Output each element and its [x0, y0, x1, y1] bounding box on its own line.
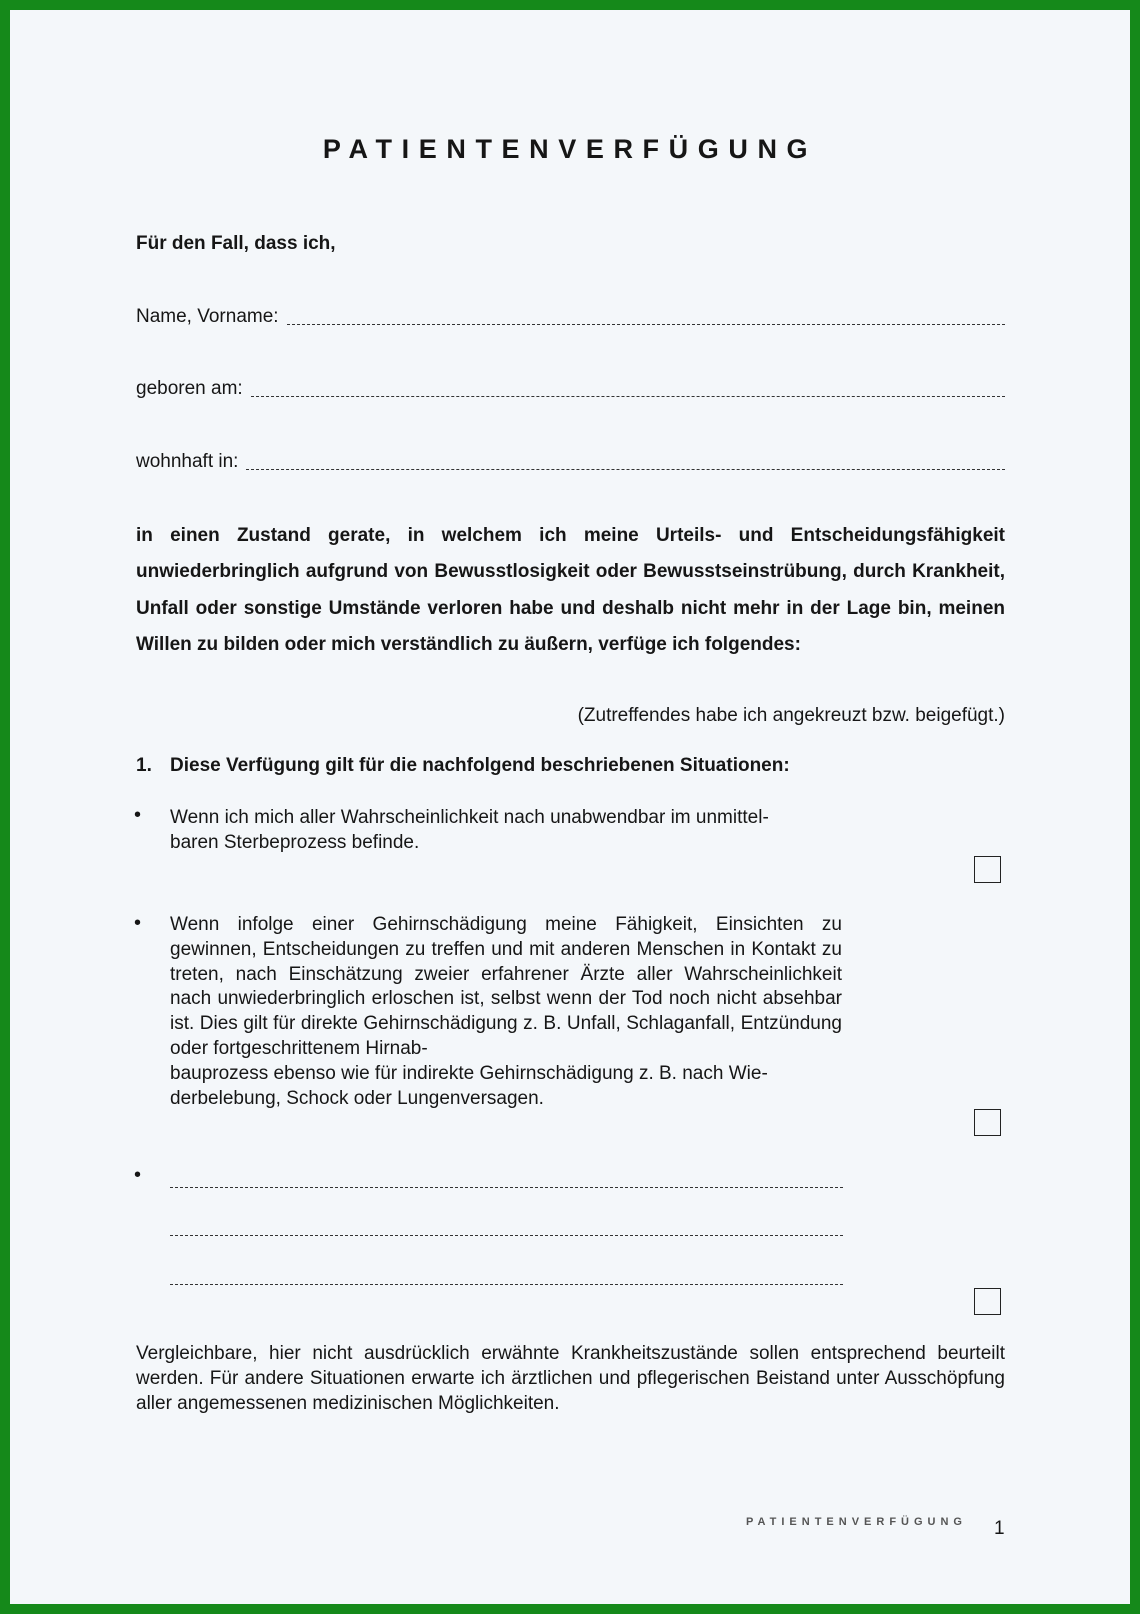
condition-paragraph: in einen Zustand gerate, in welchem ich meine Urteils- und Entscheidungsfähigkeit unwiederbringlich aufgrund von Bewusstlosigkeit oder Bewusstseinstrübung, durch Krankheit, Unfall oder sonstige Umstände verloren habe und deshalb nicht mehr in der Lage bin, meinen Willen zu bilden oder mich verständlich zu äußern, verfüge ich folgendes:	[136, 525, 1005, 656]
situation-2-checkbox[interactable]	[974, 1109, 1001, 1136]
birthdate-input-line[interactable]	[251, 395, 1005, 397]
situation-item-2-text: Wenn infolge einer Gehirnschädigung meine Fähigkeit, Einsichten zu gewinnen, Entscheidungen zu treffen und mit anderen Menschen in Kontakt zu treten, nach Einschätzung zweier erfahrener Ärzte aller Wahrscheinlichkeit nach unwiederbringlich erloschen ist, selbst wenn der Tod noch nicht absehbar ist. Dies gilt für direkte Gehirnschädigung z. B. Unfall, Schlaganfall, Entzündung oder fortgeschrittenem Hirnab- bauprozess ebenso wie für indirekte Gehirnschädigung z. B. nach Wie- derbelebung, Schock oder Lungenversagen.	[170, 914, 842, 1109]
bullet-icon: •	[134, 804, 142, 826]
section-1-heading	[136, 755, 790, 777]
residence-input-line[interactable]	[246, 468, 1005, 470]
name-label: Name, Vorname:	[136, 306, 279, 327]
custom-situation-line-1[interactable]	[170, 1187, 843, 1188]
custom-situation-line-2[interactable]	[170, 1235, 843, 1236]
document-title: PATIENTENVERFÜGUNG	[322, 134, 818, 164]
section-number: 1.	[136, 755, 152, 776]
name-field	[136, 306, 1005, 328]
footer-title: PATIENTENVERFÜGUNG	[746, 1516, 967, 1528]
section-heading-text: Diese Verfügung gilt für die nachfolgend beschriebenen Situationen:	[170, 755, 790, 776]
bullet-icon: •	[134, 1164, 142, 1186]
situation-1-checkbox[interactable]	[974, 856, 1001, 883]
instruction-hint: (Zutreffendes habe ich angekreuzt bzw. beigefügt.)	[577, 705, 1005, 726]
custom-situation-line-3[interactable]	[170, 1284, 843, 1285]
bullet-icon: •	[134, 912, 142, 934]
page-number: 1	[994, 1518, 1005, 1539]
birthdate-label: geboren am:	[136, 378, 243, 399]
name-input-line[interactable]	[287, 323, 1005, 325]
residence-label: wohnhaft in:	[136, 451, 239, 472]
residence-field	[136, 451, 1005, 473]
intro-text: Für den Fall, dass ich,	[136, 233, 336, 254]
closing-paragraph: Vergleichbare, hier nicht ausdrücklich erwähnte Krankheitszustände sollen entsprechend beurteilt werden. Für andere Situationen erwarte ich ärztlichen und pflegerischen Beistand unter Ausschöpfung aller angemessenen medizinischen Möglichkeiten.	[136, 1343, 1005, 1414]
situation-3-checkbox[interactable]	[974, 1288, 1001, 1315]
situation-item-1-text: Wenn ich mich aller Wahrscheinlichkeit nach unabwendbar im unmittel- baren Sterbeprozess befinde.	[170, 807, 769, 853]
birthdate-field	[136, 378, 1005, 400]
